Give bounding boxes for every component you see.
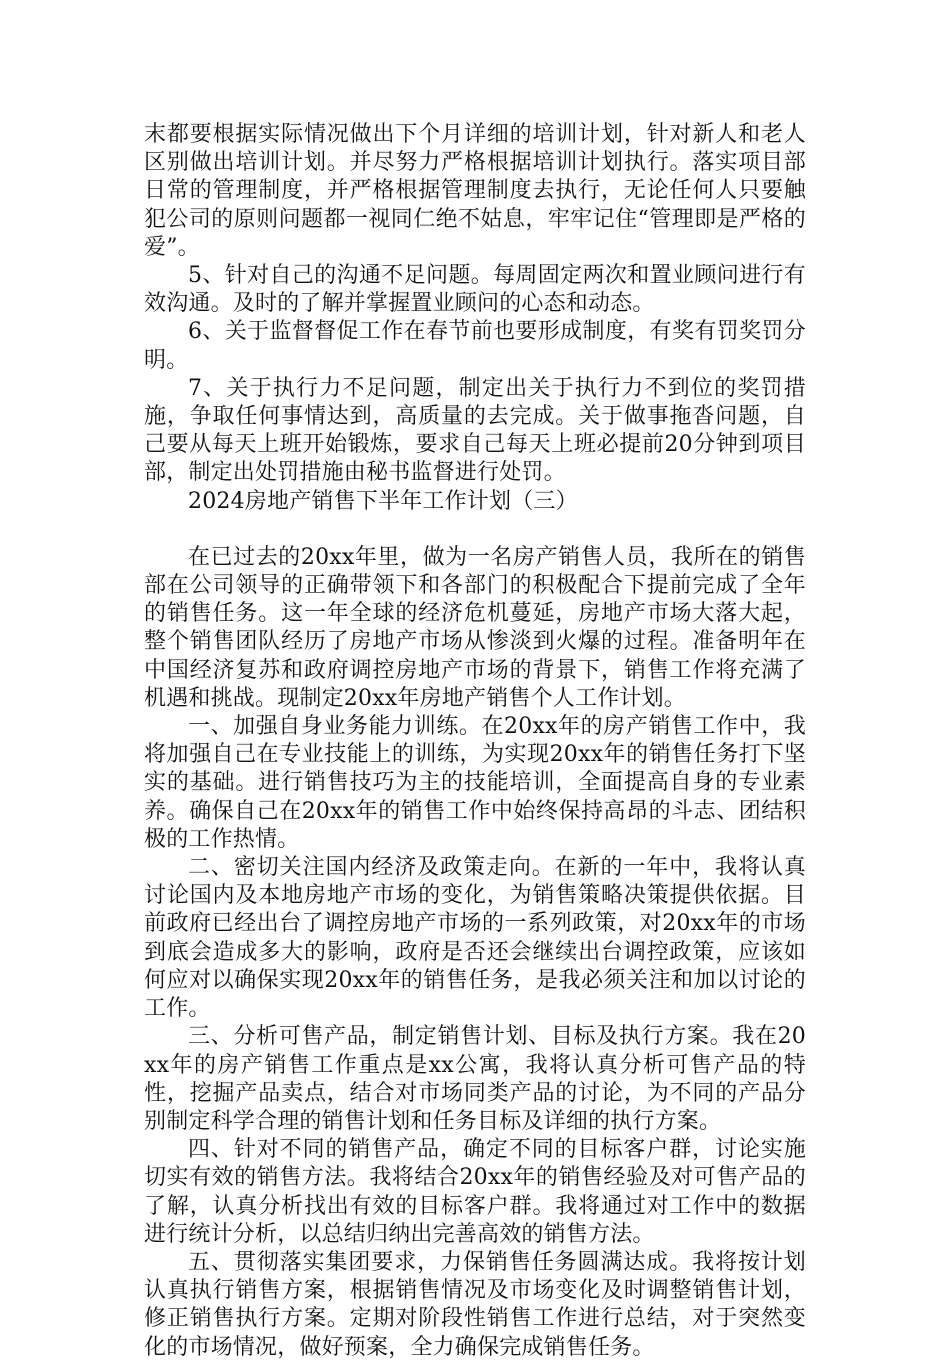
paragraph: 5、针对自己的沟通不足问题。每周固定两次和置业顾问进行有效沟通。及时的了解并掌握置业顾问的心态和动态。 (144, 263, 806, 317)
document-body-part2 (144, 544, 806, 1362)
paragraph: 四、针对不同的销售产品，确定不同的目标客户群，讨论实施切实有效的销售方法。我将结合20xx年的销售经验及对可售产品的了解，认真分析找出有效的目标客户群。我将通过对工作中的数据进行统计分析，以总结归纳出完善高效的销售方法。 (144, 1137, 806, 1247)
section-title: 2024房地产销售下半年工作计划（三） (188, 488, 578, 514)
paragraph: 末都要根据实际情况做出下个月详细的培训计划，针对新人和老人区别做出培训计划。并尽努力严格根据培训计划执行。落实项目部日常的管理制度，并严格根据管理制度去执行，无论任何人只要触犯公司的原则问题都一视同仁绝不姑息，牢牢记住“管理即是严格的爱”。 (144, 122, 806, 260)
paragraph: 6、关于监督督促工作在春节前也要形成制度，有奖有罚奖罚分明。 (144, 319, 806, 373)
paragraph: 三、分析可售产品，制定销售计划、目标及执行方案。我在20xx年的房产销售工作重点是xx公寓，我将认真分析可售产品的特性，挖掘产品卖点，结合对市场同类产品的讨论，为不同的产品分别制定科学合理的销售计划和任务目标及详细的执行方案。 (144, 1024, 806, 1134)
paragraph: 7、关于执行力不足问题，制定出关于执行力不到位的奖罚措施，争取任何事情达到，高质量的去完成。关于做事拖沓问题，自己要从每天上班开始锻炼，要求自己每天上班必提前20分钟到项目部，制定出处罚措施由秘书监督进行处罚。 (144, 375, 806, 486)
paragraph: 在已过去的20xx年里，做为一名房产销售人员，我所在的销售部在公司领导的正确带领下和各部门的积极配合下提前完成了全年的销售任务。这一年全球的经济危机蔓延，房地产市场大落大起，整个销售团队经历了房地产市场从惨淡到火爆的过程。准备明年在中国经济复苏和政府调控房地产市场的背景下，销售工作将充满了机遇和挑战。现制定20xx年房地产销售个人工作计划。 (144, 544, 806, 711)
paragraph: 一、加强自身业务能力训练。在20xx年的房产销售工作中，我将加强自己在专业技能上的训练，为实现20xx年的销售任务打下坚实的基础。进行销售技巧为主的技能培训，全面提高自身的专业素养。确保自己在20xx年的销售工作中始终保持高昂的斗志、团结积极的工作热情。 (144, 714, 806, 852)
paragraph: 二、密切关注国内经济及政策走向。在新的一年中，我将认真讨论国内及本地房地产市场的变化，为销售策略决策提供依据。目前政府已经出台了调控房地产市场的一系列政策，对20xx年的市场到底会造成多大的影响，政府是否还会继续出台调控政策，应该如何应对以确保实现20xx年的销售任务，是我必须关注和加以讨论的工作。 (144, 855, 806, 1022)
document-page (144, 121, 806, 1362)
document-body-part1 (144, 121, 806, 488)
paragraph: 五、贯彻落实集团要求，力保销售任务圆满达成。我将按计划认真执行销售方案，根据销售情况及市场变化及时调整销售计划，修正销售执行方案。定期对阶段性销售工作进行总结，对于突然变化的市场情况，做好预案，全力确保完成销售任务。 (144, 1249, 806, 1360)
